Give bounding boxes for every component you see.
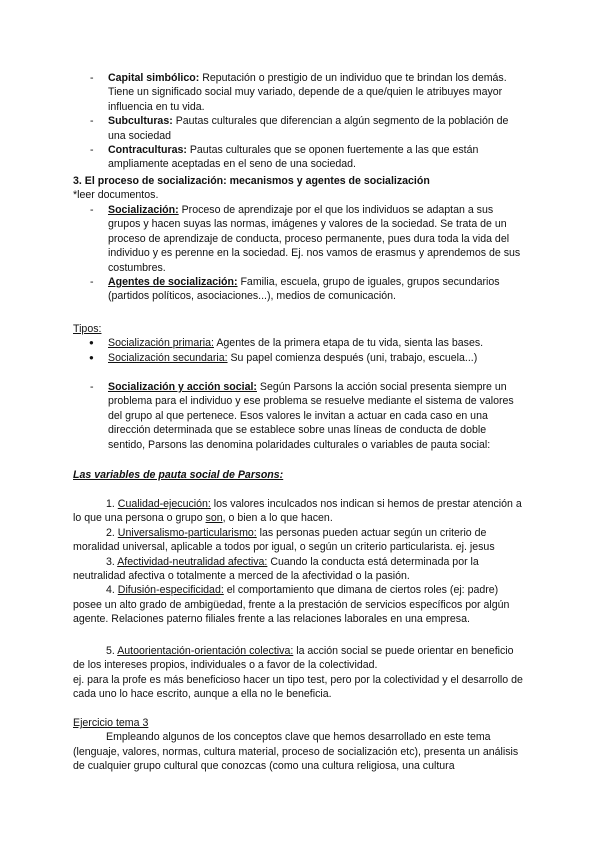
intro-bullet-list bbox=[0, 71, 600, 172]
list-item bbox=[0, 380, 600, 452]
variable-term: Cualidad-ejecución: bbox=[117, 498, 211, 510]
variables-list bbox=[0, 497, 600, 627]
variable-text: las personas pueden actuar según un criterio de moralidad universal, aplicable a todos por igual, o según un criterio particularista. ej. jesus bbox=[73, 526, 495, 554]
list-item bbox=[0, 71, 600, 114]
term-agentes: Agentes de socialización: bbox=[108, 276, 238, 289]
list-item bbox=[0, 336, 600, 350]
dash-bullet: - bbox=[90, 204, 94, 216]
dash-bullet: - bbox=[90, 381, 94, 393]
variable-item-5 bbox=[73, 644, 525, 673]
bullet-dot: ● bbox=[89, 352, 94, 362]
dash-bullet: - bbox=[90, 72, 94, 84]
item-number: 3. bbox=[106, 555, 115, 568]
variable-text: la acción social se puede orientar en beneficio de los intereses propios, individuales o a favor de la colectividad. bbox=[73, 645, 514, 672]
emphasis-text: son bbox=[205, 512, 223, 525]
tipos-block bbox=[0, 322, 600, 365]
dash-bullet: - bbox=[90, 276, 94, 289]
ejercicio-heading: Ejercicio tema 3 bbox=[73, 717, 149, 729]
list-item bbox=[0, 275, 600, 304]
term-socializacion-secundaria: Socialización secundaria: bbox=[108, 351, 228, 364]
variable-item-2 bbox=[73, 526, 525, 555]
variable-term: Difusión-especificidad: bbox=[117, 584, 224, 597]
term-accion-social: Socialización y acción social: bbox=[108, 381, 257, 393]
definition-text: Reputación o prestigio de un individuo que te brindan los demás. Tiene un significado social muy variado, depende de a que/quien le atribuyes mayor influencia en tu vida. bbox=[108, 72, 507, 113]
list-item bbox=[0, 351, 600, 365]
variable-term: Afectividad-neutralidad afectiva: bbox=[117, 555, 268, 568]
term-subculturas: Subculturas: bbox=[108, 115, 173, 128]
definition-text: Su papel comienza después (uni, trabajo, escuela...) bbox=[227, 351, 478, 364]
variables-block bbox=[0, 468, 600, 482]
definition-text: Según Parsons la acción social presenta siempre un problema para el individuo y ese problema se resuelve mediante el sistema de valores del grupo al que pertenece. Esos valores le invitan a actuar en cada caso en una dirección determinada que se establece sobre unas líneas de conducta de doble sentido, Parsons las denomina polaridades culturales o variables de pauta social: bbox=[108, 381, 514, 451]
term-socializacion: Socialización: bbox=[108, 204, 179, 216]
list-item bbox=[0, 114, 600, 143]
term-capital-simbolico: Capital simbólico: bbox=[108, 72, 200, 84]
variables-heading: Las variables de pauta social de Parsons: bbox=[73, 469, 284, 481]
variable-text: , o bien a lo que hacen. bbox=[222, 512, 333, 525]
variable-text: Cuando la conducta está determinada por la neutralidad afectiva o totalmente a merced de la afectividad o la pasión. bbox=[73, 555, 479, 583]
variable-item-4 bbox=[73, 583, 525, 626]
item-number: 1. bbox=[106, 498, 115, 510]
item-number: 4. bbox=[106, 584, 115, 597]
variable-text: el comportamiento que dimana de ciertos roles (ej: padre) posee un alto grado de ambigüedad, frente a la prestación de servicios específicos por algún agente. Relaciones paterno filiales frente a las relaciones laborales en una empresa. bbox=[73, 584, 510, 626]
section-heading: 3. El proceso de socialización: mecanismos y agentes de socialización bbox=[73, 175, 430, 187]
definition-text: Pautas culturales que diferencian a algún segmento de la población de una sociedad bbox=[108, 115, 509, 142]
definition-text: Familia, escuela, grupo de iguales, grupos secundarios (partidos políticos, asociaciones...), medios de comunicación. bbox=[108, 276, 500, 303]
section-3-list bbox=[0, 203, 600, 304]
dash-bullet: - bbox=[90, 115, 94, 128]
variable-term: Universalismo-particularismo: bbox=[117, 526, 257, 539]
bullet-dot: ● bbox=[89, 338, 94, 348]
variable-item-3 bbox=[73, 555, 525, 584]
list-item bbox=[0, 143, 600, 172]
variable-term: Autoorientación-orientación colectiva: bbox=[117, 645, 294, 657]
section-3 bbox=[0, 174, 600, 203]
variable-item-1 bbox=[73, 497, 525, 526]
variables-example: ej. para la profe es más beneficioso hacer un tipo test, pero por la colectividad y el desarrollo de cada uno lo hace escrito, aunque a ella no le beneficia. bbox=[73, 673, 523, 701]
definition-text: Proceso de aprendizaje por el que los individuos se adaptan a sus grupos y hacen suyas las normas, imágenes y valores de la sociedad. Se trata de un proceso de aprendizaje de conducta, proceso permanente, pues dura toda la vida del individuo y es perenne en la sociedad. Ej. nos vamos de erasmus y aprendemos de sus costumbres. bbox=[108, 204, 521, 274]
section-note: *leer documentos. bbox=[73, 189, 159, 202]
ejercicio-block bbox=[0, 716, 600, 774]
tipos-label: Tipos: bbox=[73, 323, 102, 335]
term-socializacion-primaria: Socialización primaria: bbox=[108, 337, 214, 350]
list-item bbox=[0, 203, 600, 275]
variables-list-cont bbox=[0, 644, 600, 702]
item-number: 2. bbox=[106, 526, 115, 539]
definition-text: Pautas culturales que se oponen fuertemente a las que están ampliamente aceptadas en el seno de una sociedad. bbox=[108, 144, 479, 171]
dash-bullet: - bbox=[90, 144, 94, 157]
term-contraculturas: Contraculturas: bbox=[108, 144, 187, 157]
ejercicio-text: Empleando algunos de los conceptos clave que hemos desarrollado en este tema (lenguaje, valores, normas, cultura material, proceso de socialización etc), presenta un análisis de cualquier grupo cultural que conozcas (como una cultura religiosa, una cultura bbox=[73, 731, 519, 773]
item-number: 5. bbox=[106, 645, 115, 657]
definition-text: Agentes de la primera etapa de tu vida, sienta las bases. bbox=[213, 337, 484, 350]
variable-text: los valores inculcados nos indican si hemos de prestar atención a lo que una persona o grupo bbox=[73, 498, 522, 525]
accion-social-block bbox=[0, 380, 600, 452]
